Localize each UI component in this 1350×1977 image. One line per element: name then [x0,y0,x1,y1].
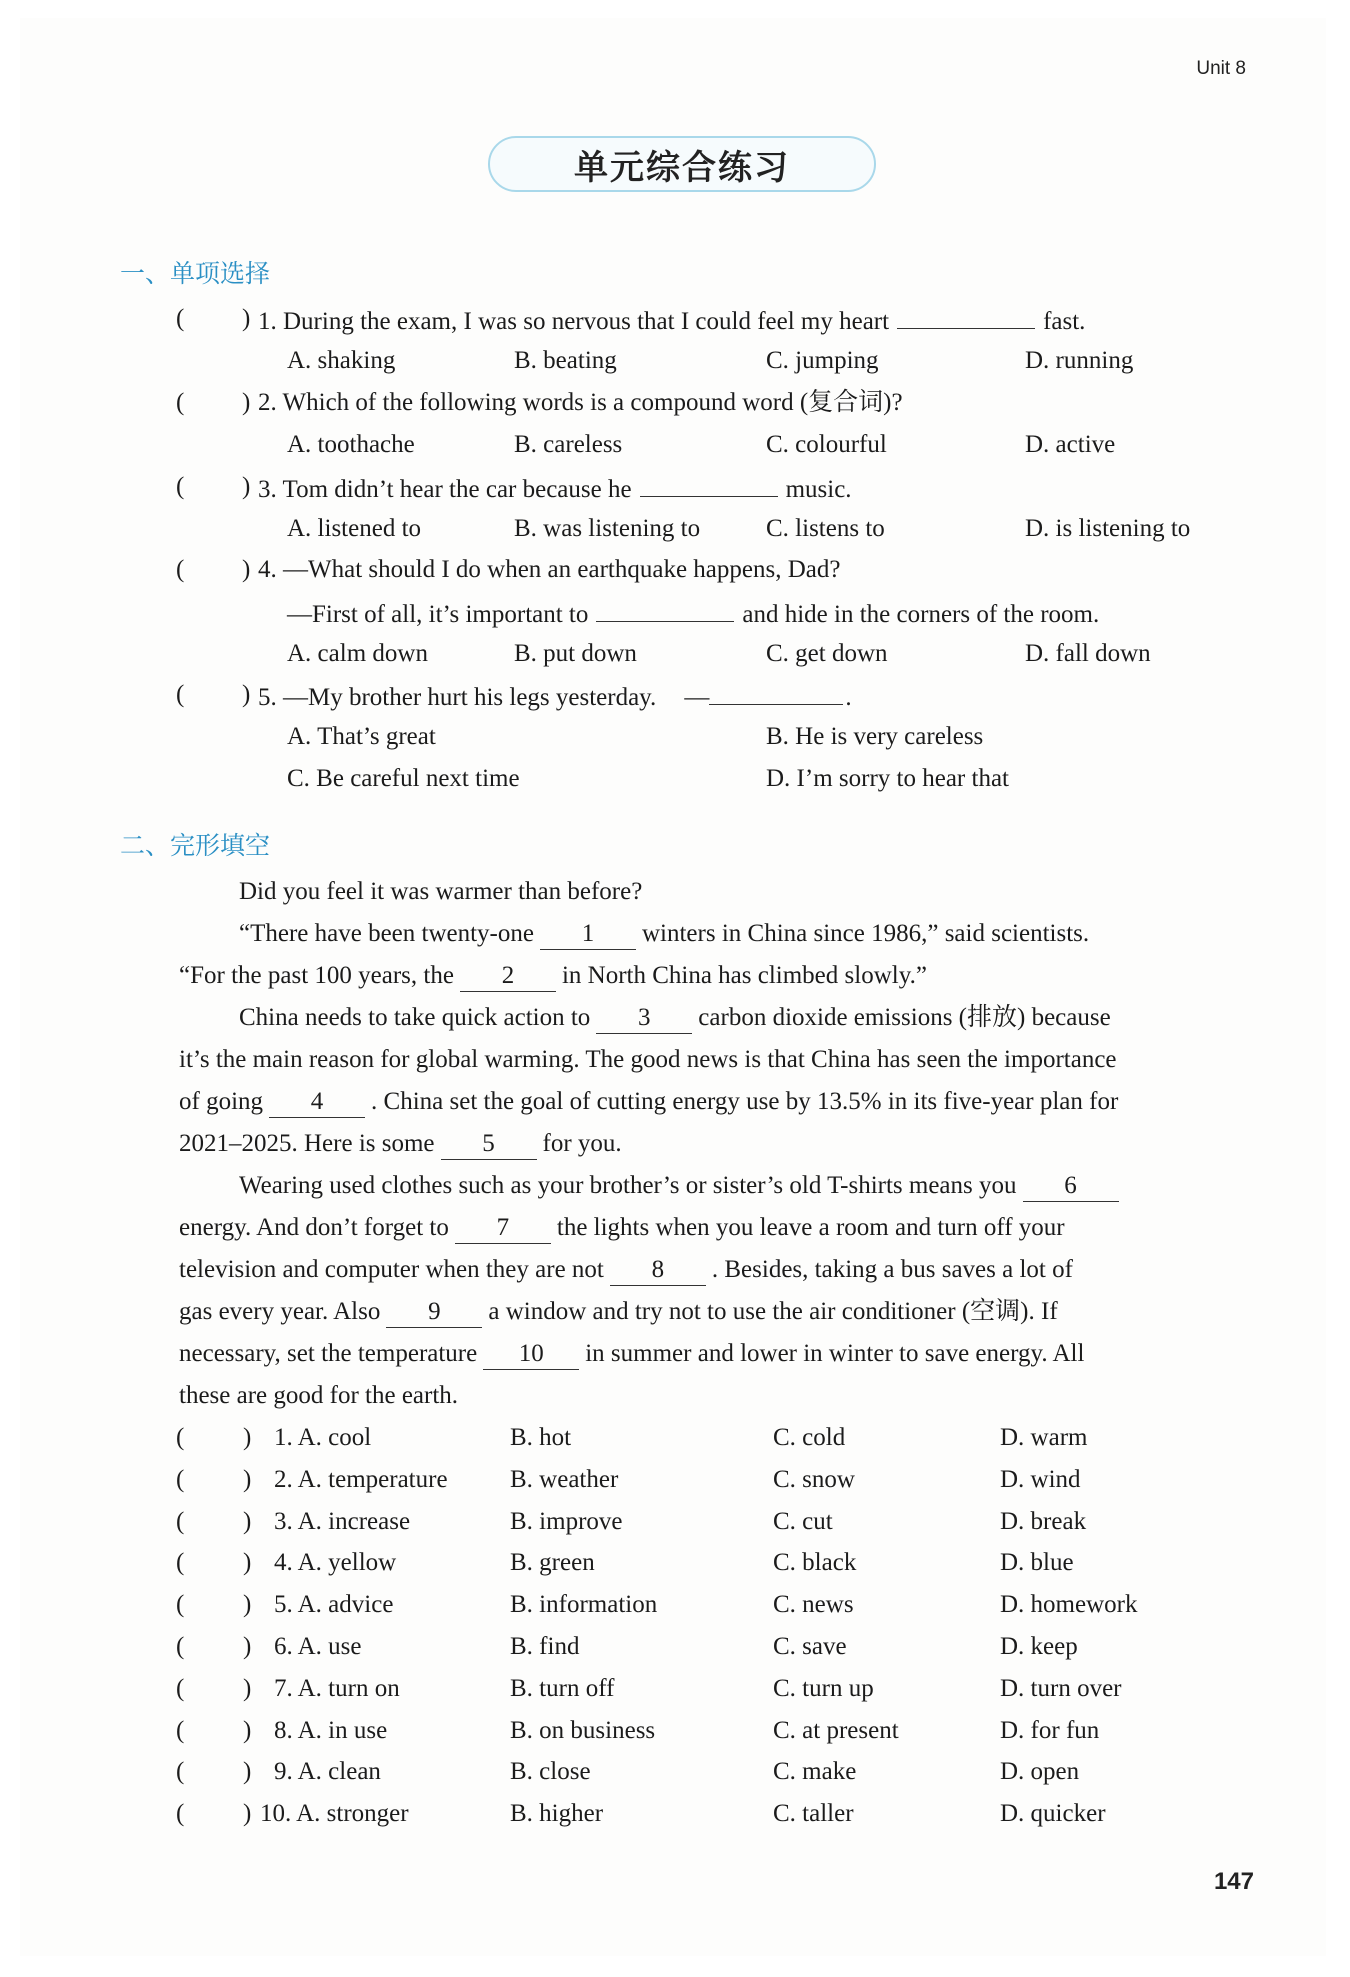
choice-a: 1. A. cool [274,1424,372,1451]
cloze-blank[interactable]: 2 [460,961,556,992]
answer-paren-close: ) [242,305,251,332]
passage-line: Did you feel it was warmer than before? [239,878,643,905]
passage-line [179,959,927,993]
choice-d: D. homework [1000,1591,1138,1618]
choice-b: B. information [510,1591,658,1618]
choice-a: 4. A. yellow [274,1549,397,1576]
passage-line [179,1337,1084,1371]
choice-b: B. green [510,1549,595,1576]
answer-paren-close: ) [243,1675,252,1702]
choice-d: D. open [1000,1758,1080,1785]
cloze-blank[interactable]: 6 [1023,1171,1119,1202]
answer-paren-close: ) [243,1633,252,1660]
answer-paren-close: ) [243,1591,252,1618]
choice-c: C. save [773,1633,847,1660]
answer-blank[interactable] [709,678,843,705]
option: A. listened to [287,515,422,542]
cloze-blank[interactable]: 3 [596,1003,692,1034]
passage-text: . China set the goal of cutting energy use by 13.5% in its five-year plan for [371,1088,1119,1115]
answer-paren-close: ) [243,1758,252,1785]
option: A. toothache [287,431,415,458]
period: . [845,684,852,711]
question-2-stem: 2. Which of the following words is a compound word (复合词)? [258,389,903,416]
question-4-stem: 4. —What should I do when an earthquake happens, Dad? [258,556,841,583]
passage-text: in summer and lower in winter to save energy. All [585,1340,1085,1367]
question-1-text-end: fast. [1043,308,1086,335]
option: D. running [1025,347,1134,374]
passage-text: “For the past 100 years, the [179,962,454,989]
choice-b: B. improve [510,1508,623,1535]
choice-a: 8. A. in use [274,1717,388,1744]
passage-text: “There have been twenty-one [239,920,534,947]
choice-b: B. on business [510,1717,656,1744]
choice-d: D. wind [1000,1466,1081,1493]
cloze-blank[interactable]: 7 [455,1213,551,1244]
page-title: 单元综合练习 [488,136,876,192]
answer-paren-close: ) [243,1549,252,1576]
choice-c: C. make [773,1758,857,1785]
answer-paren-open: ( [176,556,185,583]
unit-label: Unit 8 [1196,58,1246,79]
choice-a: 10. A. stronger [260,1800,409,1827]
answer-paren-open: ( [176,1549,185,1576]
question-3-stem [258,470,852,507]
option: C. colourful [766,431,887,458]
question-1-text: 1. During the exam, I was so nervous that I could feel my heart [258,308,890,335]
choice-b: B. turn off [510,1675,615,1702]
answer-paren-open: ( [176,1717,185,1744]
question-3-text-end: music. [785,476,852,503]
cloze-blank[interactable]: 1 [540,919,636,950]
option: C. listens to [766,515,885,542]
question-1-stem [258,302,1085,339]
answer-paren-open: ( [176,1424,185,1451]
choice-d: D. for fun [1000,1717,1100,1744]
option: B. was listening to [514,515,701,542]
passage-text: gas every year. Also [179,1298,381,1325]
choice-d: D. quicker [1000,1800,1106,1827]
passage-text: . Besides, taking a bus saves a lot of [711,1256,1073,1283]
choice-a: 5. A. advice [274,1591,394,1618]
choice-c: C. black [773,1549,857,1576]
answer-blank[interactable] [897,302,1035,329]
choice-b: B. higher [510,1800,604,1827]
passage-line: it’s the main reason for global warming. The good news is that China has seen the importance [179,1046,1117,1073]
choice-a: 7. A. turn on [274,1675,400,1702]
passage-text: carbon dioxide emissions (排放) because [698,1004,1111,1031]
answer-paren-open: ( [176,1633,185,1660]
choice-d: D. warm [1000,1424,1088,1451]
passage-text: winters in China since 1986,” said scientists. [641,920,1090,947]
question-4-line2-text: —First of all, it’s important to [287,601,589,628]
option: A. shaking [287,347,396,374]
option: A. calm down [287,640,428,667]
option: D. fall down [1025,640,1151,667]
choice-a: 6. A. use [274,1633,362,1660]
answer-paren-close: ) [243,1717,252,1744]
answer-paren-close: ) [242,556,251,583]
choice-c: C. news [773,1591,854,1618]
passage-text: necessary, set the temperature [179,1340,478,1367]
passage-line: these are good for the earth. [179,1382,459,1409]
choice-c: C. taller [773,1800,854,1827]
option: D. is listening to [1025,515,1191,542]
passage-line [179,1127,622,1161]
passage-text: in North China has climbed slowly.” [561,962,927,989]
choice-d: D. keep [1000,1633,1078,1660]
option: C. Be careful next time [287,765,520,792]
question-5-text: 5. —My brother hurt his legs yesterday. [258,684,657,711]
answer-paren-open: ( [176,1466,185,1493]
passage-text: the lights when you leave a room and turn off your [556,1214,1065,1241]
option: B. He is very careless [766,723,984,750]
choice-c: C. cold [773,1424,846,1451]
choice-a: 2. A. temperature [274,1466,448,1493]
question-3-text: 3. Tom didn’t hear the car because he [258,476,632,503]
question-4-line2 [287,595,1099,632]
answer-paren-open: ( [176,1675,185,1702]
page-number: 147 [1213,1868,1254,1895]
answer-paren-open: ( [176,1758,185,1785]
choice-a: 3. A. increase [274,1508,411,1535]
option: D. active [1025,431,1116,458]
choice-b: B. weather [510,1466,619,1493]
choice-c: C. turn up [773,1675,874,1702]
choice-d: D. break [1000,1508,1087,1535]
answer-blank[interactable] [640,470,778,497]
choice-a: 9. A. clean [274,1758,381,1785]
answer-paren-close: ) [242,473,251,500]
cloze-blank[interactable]: 9 [386,1297,482,1328]
choice-b: B. find [510,1633,580,1660]
passage-text: 2021–2025. Here is some [179,1130,435,1157]
answer-blank[interactable] [596,595,734,622]
answer-paren-close: ) [242,389,251,416]
choice-c: C. cut [773,1508,833,1535]
passage-text: energy. And don’t forget to [179,1214,449,1241]
option: D. I’m sorry to hear that [766,765,1009,792]
section-heading-cloze: 二、完形填空 [120,831,271,860]
passage-text: a window and try not to use the air conditioner (空调). If [488,1298,1058,1325]
cloze-blank[interactable]: 5 [441,1129,537,1160]
answer-paren-close: ) [242,681,251,708]
answer-paren-open: ( [176,473,185,500]
option: B. beating [514,347,617,374]
answer-paren-close: ) [243,1508,252,1535]
cloze-blank[interactable]: 8 [610,1255,706,1286]
answer-paren-open: ( [176,389,185,416]
passage-line [179,1295,1058,1329]
choice-c: C. snow [773,1466,855,1493]
section-heading-multiple-choice: 一、单项选择 [120,259,271,288]
passage-line [179,1253,1073,1287]
answer-paren-close: ) [243,1424,252,1451]
passage-line [239,917,1089,951]
option: B. put down [514,640,637,667]
choice-d: D. turn over [1000,1675,1122,1702]
option: C. jumping [766,347,879,374]
passage-text: Wearing used clothes such as your brother’s or sister’s old T-shirts means you [239,1172,1017,1199]
answer-paren-open: ( [176,1800,185,1827]
answer-paren-close: ) [243,1466,252,1493]
passage-line [179,1211,1065,1245]
passage-text: China needs to take quick action to [239,1004,591,1031]
answer-paren-close: ) [243,1800,252,1827]
option: C. get down [766,640,888,667]
passage-text: for you. [542,1130,622,1157]
passage-text: of going [179,1088,264,1115]
cloze-blank[interactable]: 4 [269,1087,365,1118]
answer-paren-open: ( [176,681,185,708]
choice-b: B. close [510,1758,591,1785]
passage-line [239,1001,1111,1035]
option: B. careless [514,431,623,458]
answer-paren-open: ( [176,1508,185,1535]
question-5-stem [258,678,852,715]
choice-b: B. hot [510,1424,572,1451]
question-4-line2-end: and hide in the corners of the room. [742,601,1100,628]
passage-line [179,1085,1118,1119]
dash: — [684,684,710,711]
option: A. That’s great [287,723,436,750]
passage-line [239,1169,1125,1203]
passage-text: television and computer when they are not [179,1256,604,1283]
choice-d: D. blue [1000,1549,1074,1576]
cloze-blank[interactable]: 10 [483,1339,579,1370]
answer-paren-open: ( [176,1591,185,1618]
answer-paren-open: ( [176,305,185,332]
choice-c: C. at present [773,1717,899,1744]
